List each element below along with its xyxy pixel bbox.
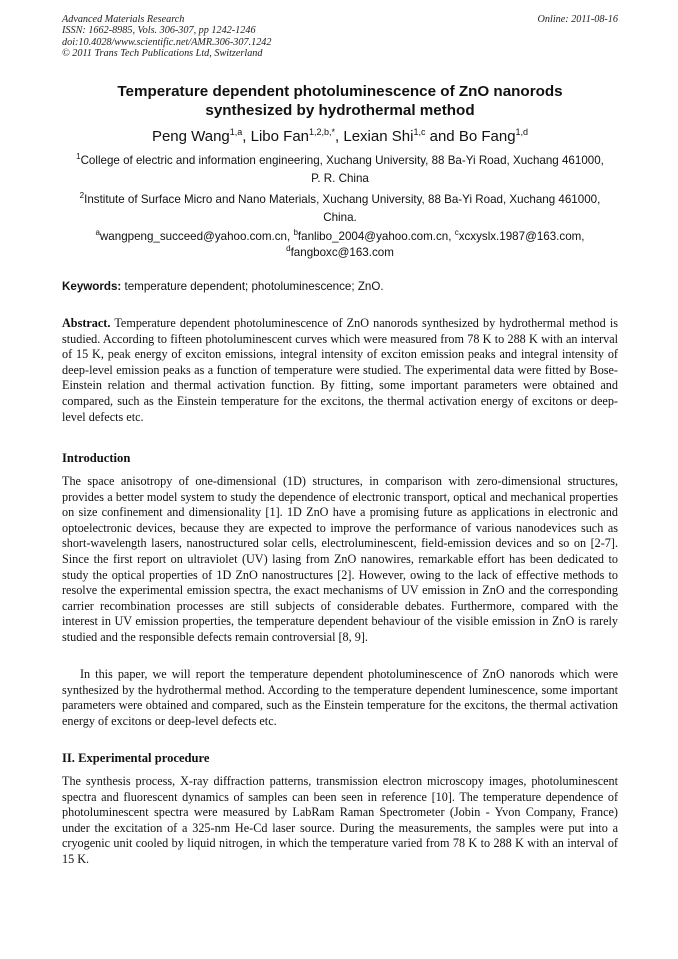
author-affil-sup: 1,c xyxy=(413,127,426,137)
affiliation-sup: 1 xyxy=(76,152,81,161)
author-name: Lexian Shi xyxy=(343,128,414,145)
journal-copyright: © 2011 Trans Tech Publications Ltd, Switzerland xyxy=(62,48,263,60)
keywords-text: temperature dependent; photoluminescence; ZnO. xyxy=(121,280,384,293)
author-list xyxy=(62,128,618,146)
author-sep: and xyxy=(425,128,459,145)
paper-title xyxy=(62,82,618,120)
journal-header xyxy=(62,14,618,60)
title-line-2: synthesized by hydrothermal method xyxy=(205,102,475,119)
experimental-paragraph-1: The synthesis process, X-ray diffraction patterns, transmission electron microscopy images, photoluminescent spectra and fluorescent dynamics of samples can been seen in reference [10]. The temperature dependence of photoluminescent spectra were measured by LabRam Raman Spectrometer (Jobin - Yvon Company, France) under the excitation of a 325-nm He-Cd laser source. During the measurements, the samples were put into a cryogenic unit cooled by liquid nitrogen, in which the temperature varied from 78 K to 288 K with an interval of 15 K. xyxy=(62,774,618,866)
abstract xyxy=(62,316,618,425)
section-heading-introduction: Introduction xyxy=(62,451,131,465)
author-name: Peng Wang xyxy=(151,128,230,145)
abstract-label: Abstract. xyxy=(62,316,111,330)
author-name: Bo Fang xyxy=(458,128,516,145)
affiliation-2 xyxy=(72,191,608,227)
affiliation-1 xyxy=(72,152,608,188)
title-line-1: Temperature dependent photoluminescence of ZnO nanorods xyxy=(117,83,563,100)
affiliation-text: College of electric and information engineering, Xuchang University, 88 Ba-Yi Road, Xuchang 461000, P. R. China xyxy=(80,154,604,185)
author-affil-sup: 1,2,b,* xyxy=(309,127,336,137)
author-affil-sup: 1,d xyxy=(515,127,529,137)
intro-paragraph-1: The space anisotropy of one-dimensional (1D) structures, in comparison with zero-dimensional structures, provides a better model system to study the dependence of electronic transport, optical and mechanical properties on size confinement and dimensionality [1]. 1D ZnO have a promising future as applications in electronic and optoelectronic devices, because they are expected to improve the performance of various nanodevices such as short-wavelength lasers, nanostructured solar cells, electroluminescent, field-emission devices and so on [2-7]. Since the first report on ultraviolet (UV) lasing from ZnO nanowires, remarkable effort has been dedicated to study the optical properties of 1D ZnO nanostructures [2]. However, owing to the lack of effective methods to resolve the experimental emission spectra, the exact mechanisms of UV emission in ZnO and the corresponding carrier recombination processes are still subjects of considerable debates. Furthermore, compared with the interest in UV emission properties, the temperature dependent behaviour of the visible emission in ZnO is rarely studied and the responsible defects remain controversial [8, 9]. xyxy=(62,474,618,644)
email-link[interactable]: wangpeng_succeed@yahoo.com.cn, xyxy=(99,230,294,243)
author-sep: , xyxy=(242,128,251,145)
author-emails xyxy=(72,229,608,261)
email-sup: d xyxy=(286,244,291,253)
journal-issn: ISSN: 1662-8985, Vols. 306-307, pp 1242-1246 xyxy=(62,25,256,37)
journal-doi: doi:10.4028/www.scientific.net/AMR.306-307.1242 xyxy=(62,36,272,48)
author-sep: , xyxy=(335,128,344,145)
email-sup: a xyxy=(95,228,100,237)
affiliation-text: Institute of Surface Micro and Nano Materials, Xuchang University, 88 Ba-Yi Road, Xuchang 461000, China. xyxy=(84,193,601,224)
email-link[interactable]: fangboxc@163.com xyxy=(290,246,394,259)
affiliation-sup: 2 xyxy=(79,191,85,200)
email-sup: c xyxy=(454,228,459,237)
section-heading-experimental: II. Experimental procedure xyxy=(62,751,210,765)
author-affil-sup: 1,a xyxy=(229,127,243,137)
online-date: Online: 2011-08-16 xyxy=(537,14,618,25)
email-link[interactable]: xcxyslx.1987@163.com, xyxy=(458,230,585,243)
abstract-text: Temperature dependent photoluminescence of ZnO nanorods synthesized by hydrothermal method is studied. According to fifteen photoluminescent curves which were measured from 78 K to 288 K with an interval of 15 K, peak energy of exciton emissions, integral intensity of exciton emission peaks and integral intensity of deep-level emission peaks as a function of temperature were studied. The experimental data were fitted by Bose-Einstein relation and thermal activation function. By fitting, some important parameters were obtained and compared, such as the Einstein temperature for the excitons, the thermal activation energy of excitons or deep-level defects etc. xyxy=(62,316,618,424)
intro-paragraph-2: In this paper, we will report the temperature dependent photoluminescence of ZnO nanorods which were synthesized by the hydrothermal method. According to the temperature dependent luminescence, some important parameters were obtained and compared, such as the Einstein temperature for the excitons, the thermal activation energy of excitons or deep-level defects etc. xyxy=(62,667,618,728)
keywords xyxy=(62,279,618,295)
email-sup: b xyxy=(293,228,298,237)
email-link[interactable]: fanlibo_2004@yahoo.com.cn, xyxy=(297,230,455,243)
author-name: Libo Fan xyxy=(250,128,309,145)
journal-name: Advanced Materials Research xyxy=(62,14,185,25)
keywords-label: Keywords: xyxy=(62,280,122,293)
